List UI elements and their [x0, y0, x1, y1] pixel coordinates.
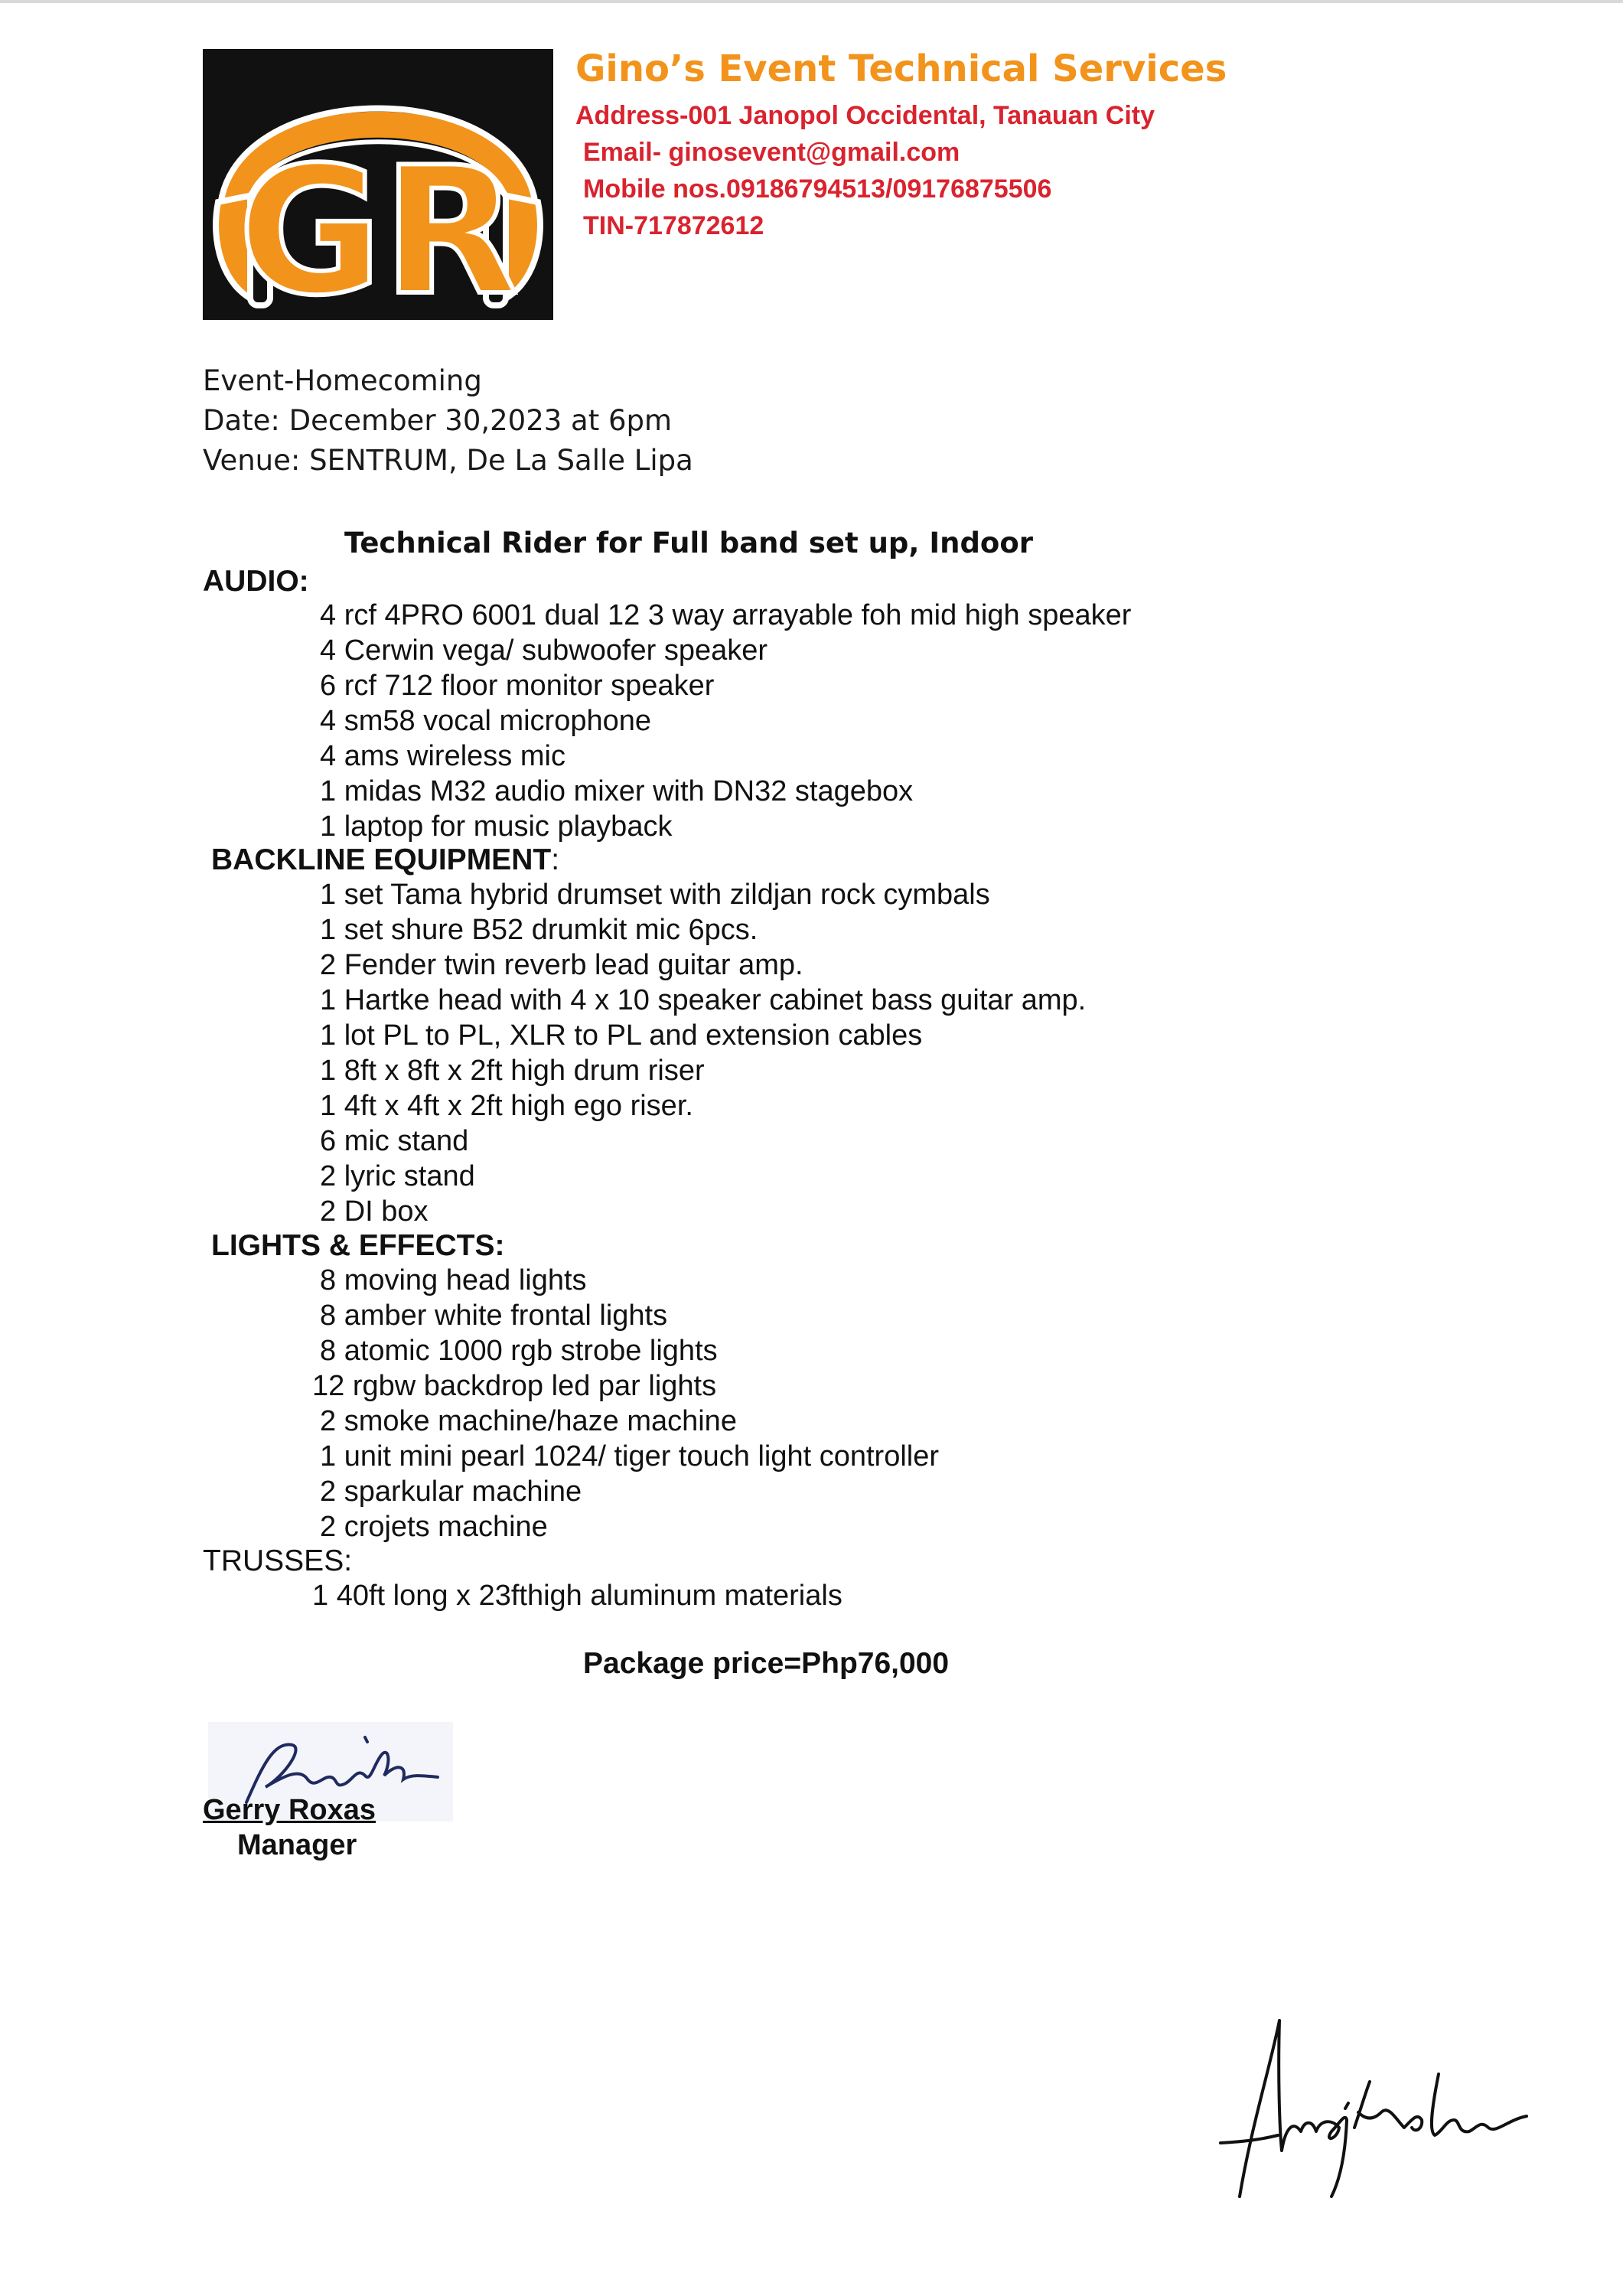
section-heading-backline-text: BACKLINE EQUIPMENT [211, 843, 552, 876]
company-mobile: Mobile nos.09186794513/09176875506 [583, 174, 1052, 204]
company-name: Gino’s Event Technical Services [575, 47, 1227, 90]
list-item: 6 rcf 712 floor monitor speaker [320, 670, 715, 702]
company-logo [203, 49, 553, 320]
section-heading-audio: AUDIO: [203, 565, 309, 598]
list-item: 1 8ft x 8ft x 2ft high drum riser [320, 1055, 705, 1087]
section-heading-backline [211, 843, 559, 877]
list-item: 2 DI box [320, 1195, 429, 1228]
manager-title: Manager [237, 1829, 357, 1861]
list-item: 1 midas M32 audio mixer with DN32 stagebox [320, 775, 914, 807]
section-heading-backline-colon: : [551, 843, 560, 876]
top-rule [0, 0, 1623, 3]
event-name: Event-Homecoming [203, 364, 482, 397]
list-item: 1 unit mini pearl 1024/ tiger touch light controller [320, 1440, 940, 1473]
list-item: 6 mic stand [320, 1125, 469, 1157]
list-item: 2 lyric stand [320, 1160, 475, 1192]
list-item: 2 Fender twin reverb lead guitar amp. [320, 949, 803, 981]
list-item: 2 smoke machine/haze machine [320, 1405, 737, 1437]
list-item: 4 Cerwin vega/ subwoofer speaker [320, 634, 768, 667]
rider-title: Technical Rider for Full band set up, Indoor [344, 527, 1034, 559]
company-tin: TIN-717872612 [583, 211, 764, 240]
logo-lettering: GR [238, 130, 518, 320]
event-venue: Venue: SENTRUM, De La Salle Lipa [203, 444, 693, 477]
list-item: 4 ams wireless mic [320, 740, 565, 772]
company-address: Address-001 Janopol Occidental, Tanauan City [575, 101, 1155, 130]
list-item: 1 set Tama hybrid drumset with zildjan rock cymbals [320, 879, 990, 911]
company-email: Email- ginosevent@gmail.com [583, 138, 960, 167]
event-date: Date: December 30,2023 at 6pm [203, 404, 673, 437]
list-item: 8 atomic 1000 rgb strobe lights [320, 1335, 718, 1367]
list-item: 1 Hartke head with 4 x 10 speaker cabinet bass guitar amp. [320, 984, 1087, 1016]
list-item: 8 moving head lights [320, 1264, 587, 1296]
list-item: 1 lot PL to PL, XLR to PL and extension cables [320, 1019, 923, 1052]
section-heading-lights: LIGHTS & EFFECTS: [211, 1229, 505, 1262]
headphones-logo-icon [203, 49, 553, 320]
list-item: 1 laptop for music playback [320, 810, 673, 843]
manager-name: Gerry Roxas [203, 1794, 376, 1826]
list-item: 4 rcf 4PRO 6001 dual 12 3 way arrayable foh mid high speaker [320, 599, 1132, 631]
list-item: 12 rgbw backdrop led par lights [312, 1370, 717, 1402]
section-heading-trusses: TRUSSES: [203, 1544, 353, 1577]
list-item: 2 crojets machine [320, 1511, 548, 1543]
list-item: 2 sparkular machine [320, 1476, 582, 1508]
acknowledgement-signature [1217, 2005, 1538, 2204]
package-price: Package price=Php76,000 [583, 1647, 950, 1680]
list-item: 1 4ft x 4ft x 2ft high ego riser. [320, 1090, 693, 1122]
list-item: 4 sm58 vocal microphone [320, 705, 651, 737]
list-item: 1 set shure B52 drumkit mic 6pcs. [320, 914, 758, 946]
list-item: 1 40ft long x 23fthigh aluminum materials [312, 1580, 842, 1612]
list-item: 8 amber white frontal lights [320, 1300, 668, 1332]
